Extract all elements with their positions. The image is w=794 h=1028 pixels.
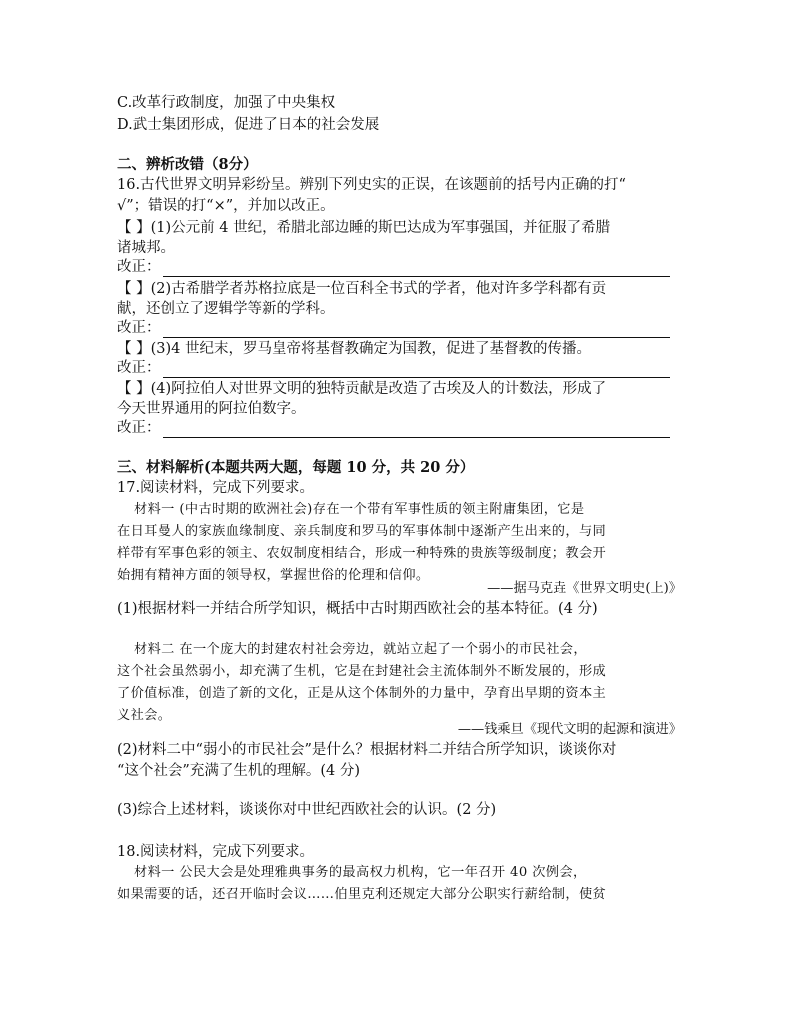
material2-line4: 义社会。 [117,708,172,723]
q16-item1-line1: 【 】(1)公元前 4 世纪，希腊北部边睡的斯巴达成为军事强国，并征服了希腊 [117,220,611,236]
q16-item1-correction [117,257,670,277]
material1-line3: 样带有军事色彩的领主、农奴制度相结合，形成一种特殊的贵族等级制度；教会开 [117,546,607,561]
q17-sub1: (1)根据材料一并结合所学知识，概括中古时期西欧社会的基本特征。(4 分) [117,601,598,617]
material2-line1: 材料二 在一个庞大的封建农村社会旁边，就站立起了一个弱小的市民社会， [134,642,587,657]
material1-line2: 在日耳曼人的家族血缘制度、亲兵制度和罗马的军事体制中逐渐产生出来的，与同 [117,524,607,539]
correction-blank[interactable] [163,422,671,438]
material1-line1: 材料一 (中古时期的欧洲社会)存在一个带有军事性质的领主附庸集团，它是 [134,502,585,517]
q16-item3-correction [117,358,670,378]
q18-intro: 18.阅读材料，完成下列要求。 [117,844,315,860]
material1-source: ——据马克垚《世界文明史(上)》 [487,581,682,596]
section3-title: 三、材料解析(本题共两大题，每题 10 分，共 20 分） [117,459,475,476]
q16-item3-line1: 【 】(3)4 世纪末，罗马皇帝将基督教确定为国教，促进了基督教的传播。 [117,341,591,357]
q17-sub2-line2: “这个社会”充满了生机的理解。(4 分) [117,763,360,779]
material1-line4: 始拥有精神方面的领导权，掌握世俗的伦理和信仰。 [117,568,430,583]
q16-item4-line1: 【 】(4)阿拉伯人对世界文明的独特贡献是改造了古埃及人的计数法，形成了 [117,381,607,397]
correction-blank[interactable] [163,362,671,378]
q18-material1-line2: 如果需要的话，还召开临时会议……伯里克利还规定大部分公职实行薪给制，使贫 [117,887,607,902]
option-d: D.武士集团形成，促进了日本的社会发展 [117,117,380,133]
correction-label: 改正： [117,259,161,275]
q16-prompt-line2: √”；错误的打“×”，并加以改正。 [117,198,335,214]
material2-line2: 这个社会虽然弱小，却充满了生机，它是在封建社会主流体制外不断发展的，形成 [117,664,607,679]
q16-item2-correction [117,318,670,338]
option-c: C.改革行政制度，加强了中央集权 [117,95,336,111]
material2-source: ——钱乘旦《现代文明的起源和演进》 [457,722,682,737]
correction-blank[interactable] [163,322,671,338]
q16-prompt-line1: 16.古代世界文明异彩纷呈。辨别下列史实的正误，在该题前的括号内正确的打“ [117,177,626,193]
q17-intro: 17.阅读材料，完成下列要求。 [117,480,315,496]
q16-item4-line2: 今天世界通用的阿拉伯数字。 [117,401,306,417]
material2-line3: 了价值标准，创造了新的文化，正是从这个体制外的力量中，孕育出早期的资本主 [117,686,607,701]
section2-title: 二、辨析改错（8分） [117,156,258,173]
q16-item1-line2: 诸城邦。 [117,240,175,256]
q17-sub2-line1: (2)材料二中“弱小的市民社会”是什么？根据材料二并结合所学知识，谈谈你对 [117,742,617,758]
correction-blank[interactable] [163,261,671,277]
q16-item4-correction [117,418,670,438]
correction-label: 改正： [117,420,161,436]
q16-item2-line2: 献，还创立了逻辑学等新的学科。 [117,301,335,317]
correction-label: 改正： [117,360,161,376]
q16-item2-line1: 【 】(2)古希腊学者苏格拉底是一位百科全书式的学者，他对许多学科都有贡 [117,281,607,297]
q17-sub3: (3)综合上述材料，谈谈你对中世纪西欧社会的认识。(2 分) [117,802,497,818]
q18-material1-line1: 材料一 公民大会是处理雅典事务的最高权力机构，它一年召开 40 次例会， [134,865,587,880]
correction-label: 改正： [117,320,161,336]
